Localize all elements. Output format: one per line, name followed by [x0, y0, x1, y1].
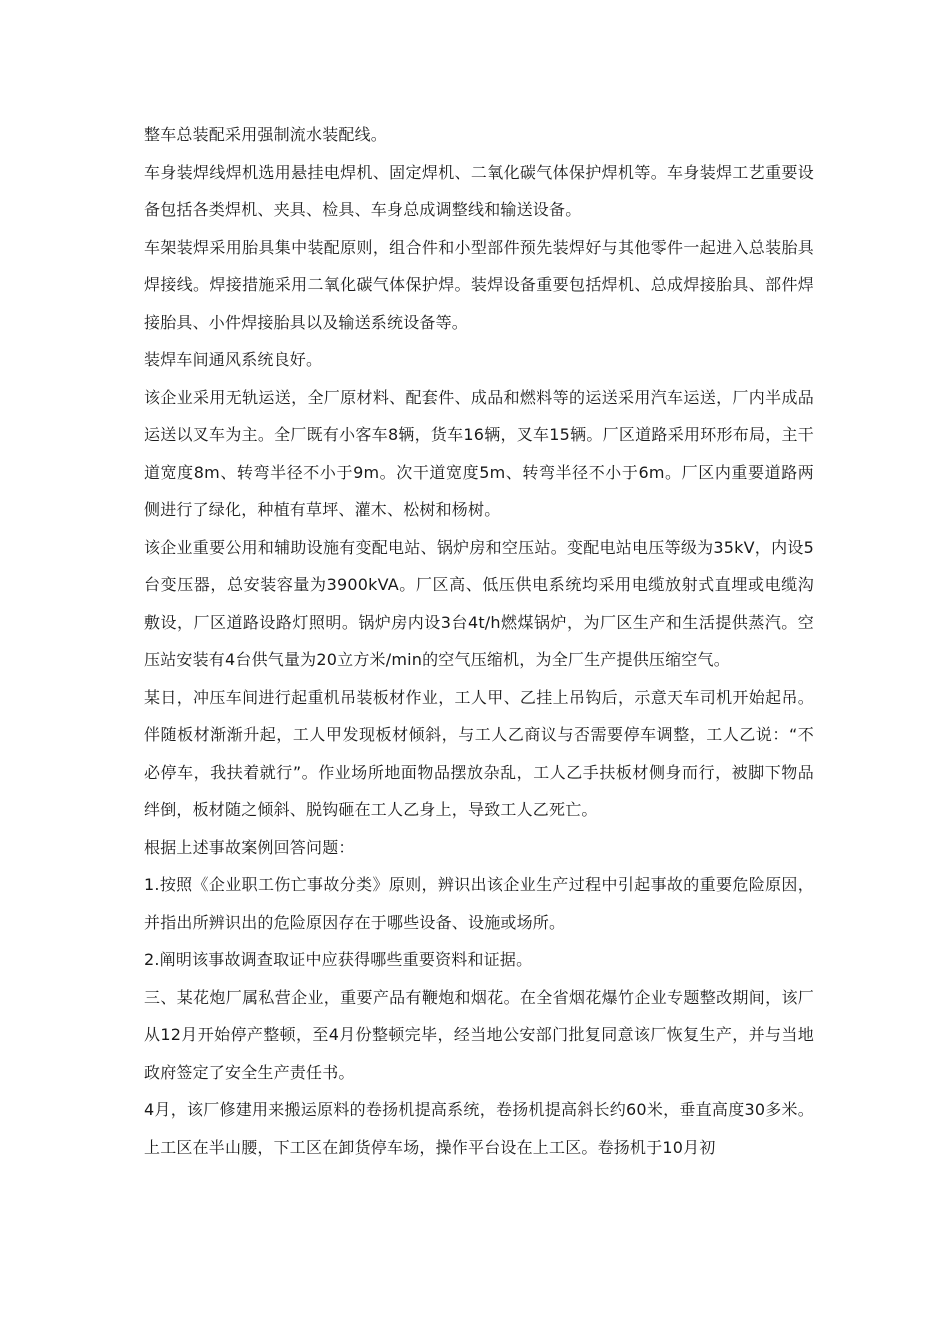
- paragraph-body-welding: 车身装焊线焊机选用悬挂电焊机、固定焊机、二氧化碳气体保护焊机等。车身装焊工艺重要设备包括各类焊机、夹具、检具、车身总成调整线和输送设备。: [144, 162, 814, 219]
- paragraph-utilities: 该企业重要公用和辅助设施有变配电站、锅炉房和空压站。变配电站电压等级为35kV，内设5台变压器，总安装容量为3900kVA。厂区高、低压供电系统均采用电缆放射式直埋或电缆沟敷设，厂区道路设路灯照明。锅炉房内设3台4t/h燃煤锅炉，为厂区生产和生活提供蒸汽。空压站安装有4台供气量为20立方米/min的空气压缩机，为全厂生产提供压缩空气。: [144, 537, 814, 669]
- document-body: [144, 116, 814, 1166]
- paragraph-accident: 某日，冲压车间进行起重机吊装板材作业，工人甲、乙挂上吊钩后，示意天车司机开始起吊。伴随板材渐渐升起，工人甲发现板材倾斜，与工人乙商议与否需要停车调整，工人乙说：“不必停车，我扶着就行”。作业场所地面物品摆放杂乱，工人乙手扶板材侧身而行，被脚下物品绊倒，板材随之倾斜、脱钩砸在工人乙身上，导致工人乙死亡。: [144, 687, 814, 819]
- paragraph-hoist-system: 4月，该厂修建用来搬运原料的卷扬机提高系统，卷扬机提高斜长约60米，垂直高度30多米。上工区在半山腰，下工区在卸货停车场，操作平台设在上工区。卷扬机于10月初: [144, 1100, 814, 1157]
- paragraph-question-2: 2.阐明该事故调查取证中应获得哪些重要资料和证据。: [144, 950, 533, 969]
- paragraph-case-three: 三、某花炮厂属私营企业，重要产品有鞭炮和烟花。在全省烟花爆竹企业专题整改期间，该厂从12月开始停产整顿，至4月份整顿完毕，经当地公安部门批复同意该厂恢复生产，并与当地政府签定了安全生产责任书。: [144, 987, 814, 1082]
- paragraph-frame-welding: 车架装焊采用胎具集中装配原则，组合件和小型部件预先装焊好与其他零件一起进入总装胎具焊接线。焊接措施采用二氧化碳气体保护焊。装焊设备重要包括焊机、总成焊接胎具、部件焊接胎具、小件焊接胎具以及输送系统设备等。: [144, 237, 814, 332]
- paragraph-assembly-line: 整车总装配采用强制流水装配线。: [144, 125, 388, 144]
- paragraph-question-intro: 根据上述事故案例回答问题：: [144, 837, 355, 857]
- paragraph-question-1: 1.按照《企业职工伤亡事故分类》原则，辨识出该企业生产过程中引起事故的重要危险原因，并指出所辨识出的危险原因存在于哪些设备、设施或场所。: [144, 875, 814, 932]
- paragraph-ventilation: 装焊车间通风系统良好。: [144, 350, 323, 369]
- paragraph-transport: 该企业采用无轨运送，全厂原材料、配套件、成品和燃料等的运送采用汽车运送，厂内半成品运送以叉车为主。全厂既有小客车8辆，货车16辆，叉车15辆。厂区道路采用环形布局，主干道宽度8m、转弯半径不小于9m。次干道宽度5m、转弯半径不小于6m。厂区内重要道路两侧进行了绿化，种植有草坪、灌木、松树和杨树。: [144, 387, 814, 519]
